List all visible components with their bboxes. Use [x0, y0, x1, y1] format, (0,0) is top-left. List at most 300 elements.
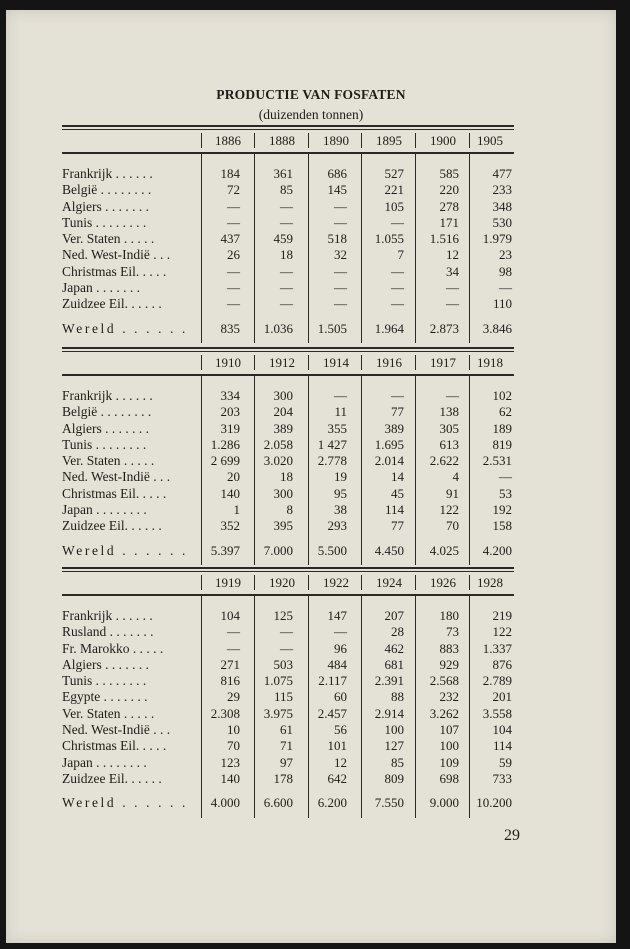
year-header: 1914	[323, 355, 349, 370]
value-cell: 171	[439, 214, 459, 230]
value-cell: —	[280, 624, 293, 640]
page-number: 29	[504, 827, 520, 844]
value-cell: 527	[384, 166, 404, 181]
table-row	[62, 641, 514, 657]
table-row	[62, 404, 514, 420]
table-row	[62, 706, 514, 722]
value-cell: 114	[384, 502, 404, 518]
year-header: 1905	[477, 133, 503, 148]
header-separator	[361, 133, 362, 148]
value-cell: 2.914	[374, 705, 404, 721]
table-row	[62, 657, 514, 673]
country-label: Christmas Eil. . . . .	[62, 263, 167, 279]
value-cell: 4	[452, 469, 459, 485]
value-cell: 29	[227, 689, 240, 705]
header-separator	[415, 133, 416, 148]
value-cell: —	[227, 296, 240, 312]
country-label: Japan . . . . . . . .	[62, 754, 147, 770]
column-divider	[415, 154, 416, 343]
value-cell: 145	[327, 182, 347, 198]
value-cell: 97	[280, 754, 293, 770]
value-cell: 305	[439, 420, 459, 436]
value-cell: 9.000	[429, 795, 459, 811]
value-cell: 12	[446, 247, 459, 263]
value-cell: 816	[220, 673, 240, 689]
header-separator	[254, 355, 255, 370]
column-divider	[308, 154, 309, 343]
value-cell: 73	[446, 624, 459, 640]
value-cell: 334	[220, 388, 240, 403]
value-cell: 876	[492, 656, 512, 672]
value-cell: 462	[384, 640, 404, 656]
country-label: Ver. Staten . . . . .	[62, 453, 155, 469]
header-separator	[201, 575, 202, 590]
value-cell: 28	[391, 624, 404, 640]
value-cell: 437	[220, 231, 240, 247]
value-cell: 34	[446, 263, 459, 279]
table-row	[62, 689, 514, 705]
table-row	[62, 518, 514, 534]
value-cell: 4.000	[210, 795, 240, 811]
header-separator	[254, 133, 255, 148]
value-cell: 192	[492, 502, 512, 518]
value-cell: 733	[492, 770, 512, 786]
value-cell: 96	[334, 640, 347, 656]
value-cell: 3.846	[482, 320, 512, 336]
value-cell: 809	[384, 770, 404, 786]
value-cell: 104	[492, 722, 512, 738]
value-cell: —	[334, 280, 347, 296]
value-cell: 140	[220, 485, 240, 501]
year-header: 1916	[376, 355, 402, 370]
column-divider	[469, 376, 470, 565]
value-cell: 389	[384, 420, 404, 436]
header-separator	[415, 355, 416, 370]
value-cell: 201	[492, 689, 512, 705]
header-separator	[308, 133, 309, 148]
value-cell: 104	[220, 608, 240, 623]
value-cell: 883	[439, 640, 459, 656]
value-cell: 5.500	[317, 542, 347, 558]
table-body	[62, 596, 514, 818]
value-cell: 835	[220, 320, 240, 336]
value-cell: 681	[384, 656, 404, 672]
value-cell: 61	[280, 722, 293, 738]
country-label: Ned. West-Indië . . .	[62, 722, 171, 738]
value-cell: 395	[273, 518, 293, 534]
value-cell: 319	[220, 420, 240, 436]
value-cell: 114	[492, 738, 512, 754]
year-header: 1922	[323, 575, 349, 590]
country-label: Frankrijk . . . . . .	[62, 166, 153, 181]
value-cell: 115	[273, 689, 293, 705]
value-cell: 1 427	[317, 436, 347, 452]
total-label: Wereld . . . . . .	[62, 320, 188, 336]
value-cell: 62	[499, 404, 512, 420]
column-divider	[469, 596, 470, 818]
country-label: België . . . . . . . .	[62, 404, 152, 420]
column-divider	[361, 596, 362, 818]
value-cell: —	[334, 296, 347, 312]
country-label: Zuidzee Eil. . . . . .	[62, 296, 162, 312]
total-row	[62, 321, 514, 337]
value-cell: 1.337	[482, 640, 512, 656]
year-header: 1926	[430, 575, 456, 590]
value-cell: 3.020	[263, 453, 293, 469]
table-row	[62, 486, 514, 502]
column-divider	[254, 154, 255, 343]
value-cell: —	[227, 214, 240, 230]
value-cell: —	[227, 263, 240, 279]
page-subtitle: (duizenden tonnen)	[258, 107, 364, 122]
value-cell: 14	[391, 469, 404, 485]
year-header: 1910	[215, 355, 241, 370]
value-cell: 7.000	[263, 542, 293, 558]
table-row	[62, 280, 514, 296]
year-header-row	[62, 572, 514, 594]
value-cell: 105	[384, 198, 404, 214]
value-cell: 2.531	[482, 453, 512, 469]
table-1919-1928	[62, 567, 514, 818]
header-separator	[469, 355, 470, 370]
value-cell: 4.450	[374, 542, 404, 558]
table-row	[62, 199, 514, 215]
value-cell: 1.964	[374, 320, 404, 336]
value-cell: 484	[327, 656, 347, 672]
value-cell: 100	[439, 738, 459, 754]
year-header: 1924	[376, 575, 402, 590]
value-cell: —	[227, 198, 240, 214]
value-cell: 642	[327, 770, 347, 786]
year-header: 1900	[430, 133, 456, 148]
value-cell: 278	[439, 198, 459, 214]
value-cell: —	[227, 280, 240, 296]
value-cell: 585	[439, 166, 459, 181]
value-cell: 59	[499, 754, 512, 770]
value-cell: 26	[227, 247, 240, 263]
value-cell: 8	[286, 502, 293, 518]
value-cell: —	[391, 280, 404, 296]
value-cell: 1.505	[317, 320, 347, 336]
value-cell: 2.457	[317, 705, 347, 721]
header-separator	[201, 133, 202, 148]
page-title: PRODUCTIE VAN FOSFATEN	[216, 87, 406, 102]
value-cell: 3.558	[482, 705, 512, 721]
table-row	[62, 624, 514, 640]
value-cell: —	[391, 263, 404, 279]
value-cell: 819	[492, 436, 512, 452]
value-cell: 10.200	[476, 795, 512, 811]
value-cell: 686	[327, 166, 347, 181]
year-header: 1928	[477, 575, 503, 590]
value-cell: 503	[273, 656, 293, 672]
value-cell: 10	[227, 722, 240, 738]
value-cell: 4.025	[429, 542, 459, 558]
value-cell: —	[227, 640, 240, 656]
country-label: België . . . . . . . .	[62, 182, 152, 198]
value-cell: 45	[391, 485, 404, 501]
table-row	[62, 166, 514, 182]
value-cell: 77	[391, 518, 404, 534]
table-row	[62, 388, 514, 404]
value-cell: —	[446, 280, 459, 296]
header-separator	[308, 355, 309, 370]
table-row	[62, 453, 514, 469]
value-cell: —	[391, 214, 404, 230]
table-row	[62, 771, 514, 787]
value-cell: 85	[280, 182, 293, 198]
value-cell: 38	[334, 502, 347, 518]
year-header: 1890	[323, 133, 349, 148]
year-header-row	[62, 130, 514, 152]
column-divider	[201, 154, 202, 343]
value-cell: 221	[384, 182, 404, 198]
value-cell: 233	[492, 182, 512, 198]
value-cell: —	[499, 280, 512, 296]
year-header: 1917	[430, 355, 456, 370]
value-cell: 180	[439, 608, 459, 623]
value-cell: 32	[334, 247, 347, 263]
value-cell: 109	[439, 754, 459, 770]
value-cell: 53	[499, 485, 512, 501]
table-1886-1905	[62, 125, 514, 343]
value-cell: 352	[220, 518, 240, 534]
country-label: Zuidzee Eil. . . . . .	[62, 770, 162, 786]
value-cell: —	[391, 388, 404, 403]
value-cell: 122	[492, 624, 512, 640]
country-label: Algiers . . . . . . .	[62, 420, 149, 436]
value-cell: —	[280, 263, 293, 279]
value-cell: 293	[327, 518, 347, 534]
country-label: Fr. Marokko . . . . .	[62, 640, 164, 656]
value-cell: 929	[439, 656, 459, 672]
table-row	[62, 755, 514, 771]
value-cell: 1.516	[429, 231, 459, 247]
value-cell: 2.117	[318, 673, 347, 689]
country-label: Egypte . . . . . . .	[62, 689, 148, 705]
table-row	[62, 437, 514, 453]
year-header: 1886	[215, 133, 241, 148]
value-cell: 18	[280, 469, 293, 485]
value-cell: 189	[492, 420, 512, 436]
country-label: Frankrijk . . . . . .	[62, 608, 153, 623]
value-cell: —	[334, 214, 347, 230]
value-cell: 60	[334, 689, 347, 705]
value-cell: 3.262	[429, 705, 459, 721]
value-cell: 91	[446, 485, 459, 501]
book-page	[6, 10, 616, 943]
value-cell: —	[280, 214, 293, 230]
value-cell: 389	[273, 420, 293, 436]
table-row	[62, 264, 514, 280]
country-label: Rusland . . . . . . .	[62, 624, 154, 640]
value-cell: 271	[220, 656, 240, 672]
header-separator	[254, 575, 255, 590]
value-cell: 95	[334, 485, 347, 501]
value-cell: 85	[391, 754, 404, 770]
value-cell: 2.568	[429, 673, 459, 689]
header-separator	[469, 133, 470, 148]
value-cell: 355	[327, 420, 347, 436]
table-row	[62, 673, 514, 689]
column-divider	[201, 376, 202, 565]
country-label: Ned. West-Indië . . .	[62, 469, 171, 485]
value-cell: 18	[280, 247, 293, 263]
value-cell: 71	[280, 738, 293, 754]
country-label: Ver. Staten . . . . .	[62, 231, 155, 247]
country-label: Algiers . . . . . . .	[62, 656, 149, 672]
value-cell: —	[280, 280, 293, 296]
value-cell: 1.055	[374, 231, 404, 247]
header-separator	[361, 355, 362, 370]
value-cell: —	[334, 388, 347, 403]
column-divider	[308, 376, 309, 565]
value-cell: 207	[384, 608, 404, 623]
value-cell: 100	[384, 722, 404, 738]
value-cell: 1	[233, 502, 240, 518]
value-cell: —	[391, 296, 404, 312]
value-cell: 613	[439, 436, 459, 452]
column-divider	[254, 596, 255, 818]
total-label: Wereld . . . . . .	[62, 795, 188, 811]
value-cell: 72	[227, 182, 240, 198]
value-cell: 204	[273, 404, 293, 420]
value-cell: 5.397	[210, 542, 240, 558]
value-cell: 1.695	[374, 436, 404, 452]
value-cell: 459	[273, 231, 293, 247]
value-cell: —	[334, 198, 347, 214]
value-cell: 2.778	[317, 453, 347, 469]
year-header-row	[62, 352, 514, 374]
value-cell: —	[446, 388, 459, 403]
year-header: 1919	[215, 575, 241, 590]
year-header: 1888	[269, 133, 295, 148]
value-cell: —	[280, 296, 293, 312]
value-cell: 2.014	[374, 453, 404, 469]
total-row	[62, 543, 514, 559]
value-cell: 6.200	[317, 795, 347, 811]
value-cell: 101	[327, 738, 347, 754]
table-row	[62, 502, 514, 518]
value-cell: 56	[334, 722, 347, 738]
value-cell: 518	[327, 231, 347, 247]
value-cell: 98	[499, 263, 512, 279]
table-row	[62, 421, 514, 437]
header-separator	[308, 575, 309, 590]
value-cell: 220	[439, 182, 459, 198]
value-cell: 125	[273, 608, 293, 623]
value-cell: 70	[446, 518, 459, 534]
value-cell: 348	[492, 198, 512, 214]
value-cell: 530	[492, 214, 512, 230]
value-cell: 2.873	[429, 320, 459, 336]
value-cell: 203	[220, 404, 240, 420]
header-separator	[201, 355, 202, 370]
year-header: 1920	[269, 575, 295, 590]
value-cell: —	[334, 624, 347, 640]
value-cell: 88	[391, 689, 404, 705]
column-divider	[415, 596, 416, 818]
year-header: 1912	[269, 355, 295, 370]
table-body	[62, 376, 514, 565]
value-cell: 70	[227, 738, 240, 754]
value-cell: 102	[492, 388, 512, 403]
value-cell: 2.058	[263, 436, 293, 452]
column-divider	[308, 596, 309, 818]
country-label: Christmas Eil. . . . .	[62, 738, 167, 754]
value-cell: —	[280, 640, 293, 656]
total-row	[62, 795, 514, 811]
year-header: 1918	[477, 355, 503, 370]
value-cell: 19	[334, 469, 347, 485]
table-row	[62, 722, 514, 738]
value-cell: 107	[439, 722, 459, 738]
value-cell: 20	[227, 469, 240, 485]
value-cell: 2.308	[210, 705, 240, 721]
country-label: Tunis . . . . . . . .	[62, 436, 147, 452]
column-divider	[415, 376, 416, 565]
value-cell: 158	[492, 518, 512, 534]
value-cell: 1.979	[482, 231, 512, 247]
column-divider	[254, 376, 255, 565]
table-body	[62, 154, 514, 343]
header-separator	[415, 575, 416, 590]
value-cell: 110	[492, 296, 512, 312]
value-cell: 138	[439, 404, 459, 420]
table-row	[62, 231, 514, 247]
value-cell: 232	[439, 689, 459, 705]
country-label: Japan . . . . . . . .	[62, 502, 147, 518]
table-row	[62, 247, 514, 263]
value-cell: 184	[220, 166, 240, 181]
value-cell: 12	[334, 754, 347, 770]
value-cell: 1.036	[263, 320, 293, 336]
value-cell: 23	[499, 247, 512, 263]
table-row	[62, 182, 514, 198]
year-header: 1895	[376, 133, 402, 148]
value-cell: 122	[439, 502, 459, 518]
value-cell: —	[446, 296, 459, 312]
value-cell: 77	[391, 404, 404, 420]
country-label: Zuidzee Eil. . . . . .	[62, 518, 162, 534]
value-cell: 300	[273, 485, 293, 501]
value-cell: 2.391	[374, 673, 404, 689]
country-label: Christmas Eil. . . . .	[62, 485, 167, 501]
value-cell: —	[334, 263, 347, 279]
value-cell: 2.789	[482, 673, 512, 689]
value-cell: 698	[439, 770, 459, 786]
value-cell: 361	[273, 166, 293, 181]
value-cell: —	[280, 198, 293, 214]
value-cell: 178	[273, 770, 293, 786]
country-label: Japan . . . . . . .	[62, 280, 140, 296]
value-cell: 7	[397, 247, 404, 263]
value-cell: 1.286	[210, 436, 240, 452]
value-cell: 140	[220, 770, 240, 786]
table-row	[62, 738, 514, 754]
value-cell: 300	[273, 388, 293, 403]
value-cell: 7.550	[374, 795, 404, 811]
table-1910-1918	[62, 347, 514, 565]
column-divider	[361, 154, 362, 343]
header-separator	[361, 575, 362, 590]
column-divider	[361, 376, 362, 565]
value-cell: 3.975	[263, 705, 293, 721]
total-label: Wereld . . . . . .	[62, 542, 188, 558]
value-cell: 127	[384, 738, 404, 754]
value-cell: 147	[327, 608, 347, 623]
value-cell: 2 699	[210, 453, 240, 469]
